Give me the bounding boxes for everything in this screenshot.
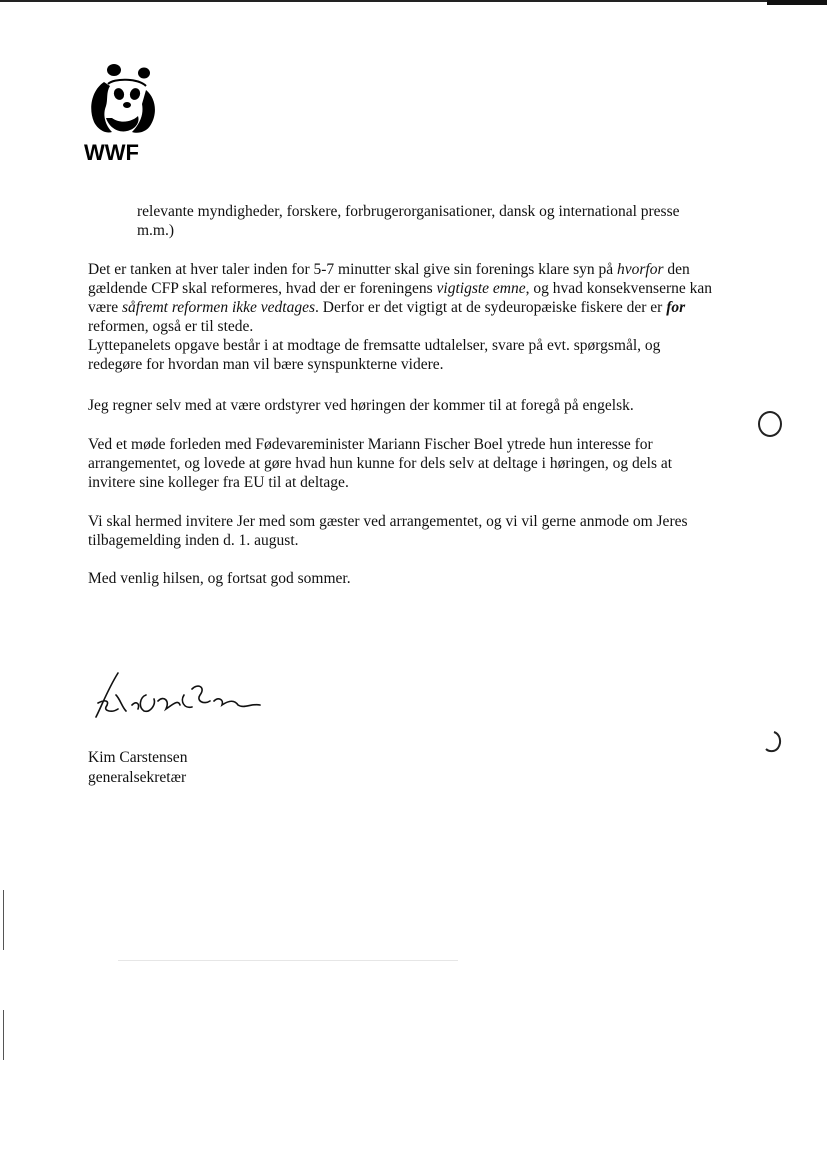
emphasis-hvorfor: hvorfor xyxy=(616,261,664,278)
text-run: den xyxy=(663,261,690,278)
text-run: . Derfor er det vigtigt at de sydeuropæiske fiskere der er xyxy=(315,299,667,316)
emphasis-saafremt: såfremt reformen ikke vedtages xyxy=(122,299,315,316)
text-run: gældende CFP skal reformeres, hvad der er foreningens xyxy=(88,280,437,297)
signature-block xyxy=(88,748,187,788)
wwf-logo-text: WWF xyxy=(84,140,139,165)
paragraph-minister xyxy=(88,435,748,492)
panda-icon xyxy=(84,60,164,140)
paragraph-invitation xyxy=(88,512,748,550)
emphasis-for: for xyxy=(666,299,686,316)
top-scan-edge xyxy=(0,0,827,2)
emphasis-vigtigste-emne: vigtigste emne xyxy=(436,280,526,297)
text-run: Lyttepanelets opgave består i at modtage de fremsatte udtalelser, svare på evt. spørgsmål, og xyxy=(88,337,661,354)
text-run: reformen, også er til stede. xyxy=(88,318,254,335)
signatory-title: generalsekretær xyxy=(88,769,187,786)
top-scan-edge-heavy xyxy=(767,0,827,5)
paragraph-speakers xyxy=(88,260,748,374)
closing-line: Med venlig hilsen, og fortsat god sommer. xyxy=(88,570,351,587)
handwritten-signature xyxy=(88,665,273,725)
wwf-logo xyxy=(84,60,164,168)
paragraph-moderator: Jeg regner selv med at være ordstyrer ved høringen der kommer til at foregå på engelsk. xyxy=(88,397,634,414)
text-run: Ved et møde forleden med Fødevareminister Mariann Fischer Boel ytrede hun interesse for xyxy=(88,436,653,453)
text-run: invitere sine kolleger fra EU til at deltage. xyxy=(88,474,349,491)
text-run: , og hvad konsekvenserne kan xyxy=(525,280,713,297)
text-run: redegøre for hvordan man vil bære synspunkterne videre. xyxy=(88,356,444,373)
left-scan-edge xyxy=(3,890,4,950)
left-scan-edge xyxy=(3,1010,4,1060)
text-run: tilbagemelding inden d. 1. august. xyxy=(88,532,299,549)
punch-hole xyxy=(758,411,782,437)
text-run: Det er tanken at hver taler inden for 5-7 minutter skal give sin forenings klare syn på xyxy=(88,261,617,278)
text-run: Vi skal hermed invitere Jer med som gæster ved arrangementet, og vi vil gerne anmode om Jeres xyxy=(88,513,688,530)
punch-hole xyxy=(762,730,784,754)
faint-scan-artifact xyxy=(118,960,458,961)
continuation-paragraph xyxy=(137,202,747,240)
text-run: arrangementet, og lovede at gøre hvad hun kunne for dels selv at deltage i høringen, og dels at xyxy=(88,455,673,472)
continuation-line: relevante myndigheder, forskere, forbrugerorganisationer, dansk og international presse xyxy=(137,203,680,220)
continuation-line: m.m.) xyxy=(137,222,175,239)
signatory-name: Kim Carstensen xyxy=(88,749,188,766)
text-run: være xyxy=(88,299,123,316)
